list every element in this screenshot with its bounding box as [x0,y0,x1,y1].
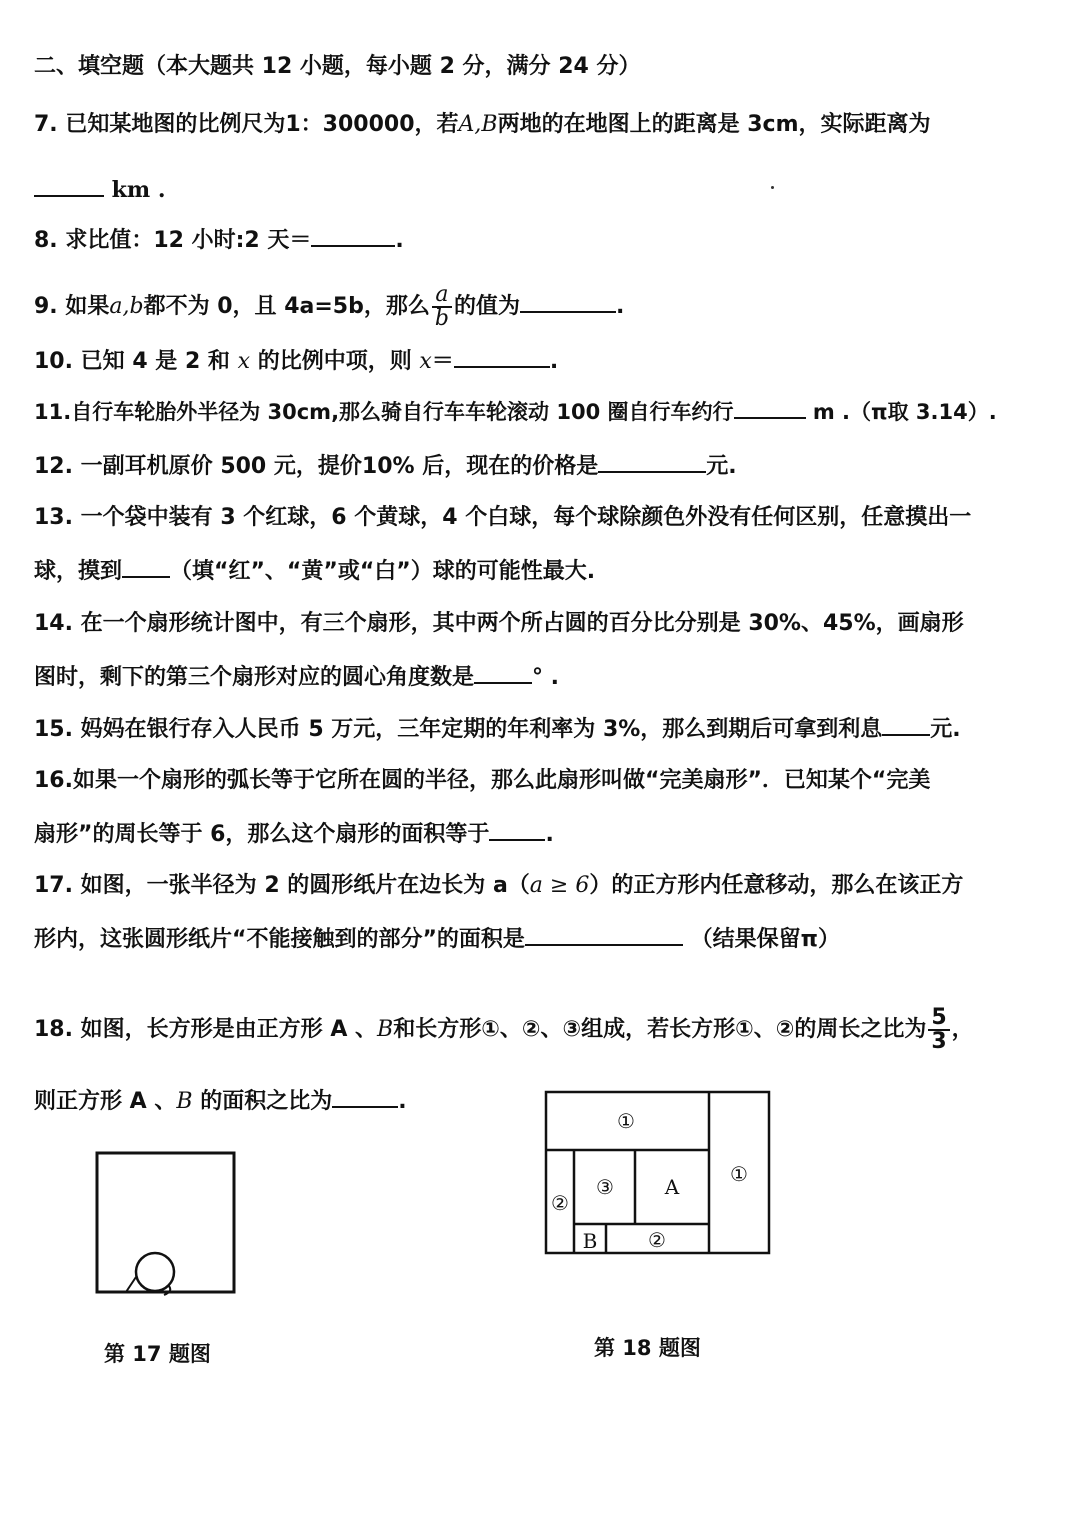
label-rect-3: ③ [596,1175,614,1199]
question-number: 8. [34,228,58,253]
question-17: 17. 如图，一张半径为 2 的圆形纸片在边长为 a（a ≥ 6）的正方形内任意移动，那么在该正方 [34,873,964,898]
question-number: 11. [34,400,72,424]
question-number: 9. [34,294,58,319]
figure-17-square-with-circle [90,1145,245,1305]
answer-blank[interactable] [525,924,683,946]
question-number: 12. [34,454,73,479]
question-7: 7. 已知某地图的比例尺为1：300000，若A,B两地的在地图上的距离是 3cm，实际距离为 [34,112,931,137]
figure-17-caption: 第 17 题图 [104,1342,211,1366]
question-10: 10. 已知 4 是 2 和 x 的比例中项，则 x＝ . [34,346,1040,377]
question-number: 18. [34,1017,73,1042]
question-number: 10. [34,349,73,374]
question-15: 15. 妈妈在银行存入人民币 5 万元，三年定期的年利率为 3%，那么到期后可拿到利息 元. [34,714,1040,745]
label-rect-2-bottom: ② [648,1228,666,1252]
question-9: 9. 如果a,b都不为 0，且 4a=5b，那么 $\frac{a}{b}$ 的值为 . [34,282,625,331]
label-square-a: A [664,1175,680,1199]
question-17-line-2: 形内，这张圆形纸片“不能接触到的部分”的面积是 （结果保留π） [34,924,1040,955]
question-11: 11.自行车轮胎外半径为 30cm,那么骑自行车车轮滚动 100 圈自行车约行 m .（π取 3.14）. [34,397,1040,427]
question-7-answer-line: km . [34,175,1040,206]
answer-blank[interactable] [332,1086,398,1108]
answer-blank[interactable] [734,397,806,419]
question-16: 16.如果一个扇形的弧长等于它所在圆的半径，那么此扇形叫做“完美扇形”．已知某个“完美 [34,768,931,793]
answer-blank[interactable] [489,819,545,841]
answer-blank[interactable] [122,556,170,578]
question-number: 14. [34,611,73,636]
question-number: 16. [34,768,73,793]
question-number: 15. [34,717,73,742]
fraction-a-over-b: $\frac{a}{b}$ [432,284,452,330]
question-18: 18. 如图，长方形是由正方形 A 、B和长方形①、②、③组成，若长方形①、②的周长之比为 $\frac{5}{3}$ ， [34,1005,974,1054]
square-outline [97,1153,234,1292]
question-16-line-2: 扇形”的周长等于 6，那么这个扇形的面积等于 . [34,819,1040,850]
answer-blank[interactable] [454,346,550,368]
answer-blank[interactable] [598,451,706,473]
figure-18-caption: 第 18 题图 [594,1336,701,1360]
section-title: 二、填空题（本大题共 12 小题，每小题 2 分，满分 24 分） [34,54,641,79]
question-number: 13. [34,505,73,530]
answer-blank[interactable] [34,175,104,197]
circle-stroke-mark [126,1277,136,1292]
question-14: 14. 在一个扇形统计图中，有三个扇形，其中两个所占圆的百分比分别是 30%、45%，画扇形 [34,611,964,636]
question-14-line-2: 图时，剩下的第三个扇形对应的圆心角度数是 ° . [34,662,1040,693]
label-rect-1-top: ① [617,1109,635,1133]
question-8: 8. 求比值：12 小时:2 天＝ . [34,225,1040,256]
question-number: 7. [34,112,58,137]
question-18-line-2: 则正方形 A 、B 的面积之比为 . [34,1086,407,1117]
question-12: 12. 一副耳机原价 500 元，提价10% 后，现在的价格是 元. [34,451,1040,482]
question-number: 17. [34,873,73,898]
question-13: 13. 一个袋中装有 3 个红球，6 个黄球，4 个白球，每个球除颜色外没有任何区别，任意摸出一 [34,505,972,530]
answer-blank[interactable] [311,225,395,247]
label-rect-1-right: ① [730,1162,748,1186]
fraction-5-over-3: $\frac{5}{3}$ [928,1007,949,1053]
stray-mark [771,186,774,189]
answer-blank[interactable] [520,291,616,313]
label-square-b: B [582,1229,598,1253]
figure-18-rectangle-diagram [540,1086,776,1258]
label-rect-2-left: ② [551,1191,569,1215]
answer-blank[interactable] [474,662,532,684]
answer-blank[interactable] [882,714,930,736]
question-13-line-2: 球，摸到 （填“红”、“黄”或“白”）球的可能性最大. [34,556,1040,587]
